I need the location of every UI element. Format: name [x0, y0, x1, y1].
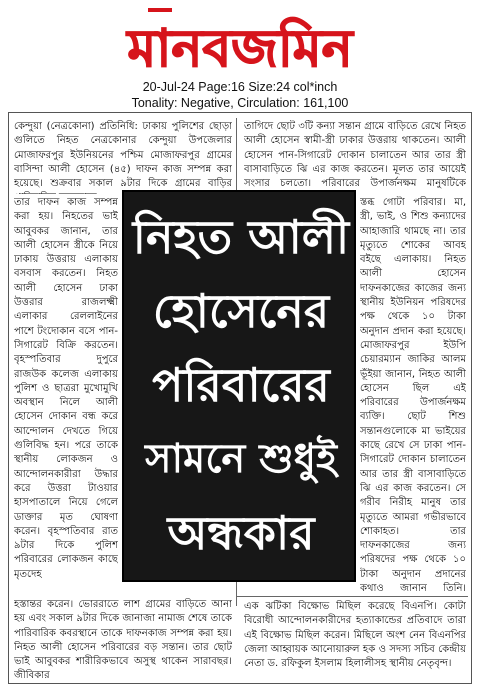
- newspaper-logo: [0, 0, 480, 78]
- column-rule: [236, 596, 468, 597]
- article-left-bottom: হস্তান্তর করেন। ভোররাতে লাশ গ্রামের বাড়িতে আনা হয় এবং সকাল ৯টার দিকে জানাজা নামাজ শেষে তাকে পারিবারিক কবরস্থানে তাকে দাফনকাজ সম্পন্ন করা হয়। নিহত আলী হোসেন পরিবারের বড় সন্তান। তার ছোট ভাই আবুবকর শারীরিকভাবে অসুস্থ থাকেন সারাবছর। জীবিকার: [14, 599, 232, 682]
- clip-meta-date-size: 20-Jul-24 Page:16 Size:24 col*inch: [142, 80, 338, 94]
- article-left-column: তার দাফন কাজ সম্পন্ন করা হয়। নিহতের ভাই আবুবকর জানান, তার আলী হোসেন স্ত্রীকে নিয়ে ঢাকায় উত্তরায় এলাকায় বসবাস করতেন। নিহত আলী হোসেন ঢাকা উত্তরার রাজলক্ষ্মী এলাকার রেললাইনের পাশে টংদোকান বসে পান-সিগারেট বিক্রি করতেন। বৃহস্পতিবার দুপুরে রাজউক কলেজ এলাকায় পুলিশ ও ছাত্ররা মুখোমুখি অবস্থান নিলে আলী হোসেন দোকান বন্ধ করে আন্দোলন দেখতে গিয়ে গুলিবিদ্ধ হন। পরে তাকে স্থানীয় লোকজন ও আন্দোলনকারীরা উদ্ধার করে উত্তরা টাওয়ার হাসপাতালে নিয়ে গেলে ডাক্তার মৃত ঘোষণা করেন। বৃহস্পতিবার রাত ৯টার দিকে পুলিশ পরিবারের লোকজন কাছে মৃতদেহ: [14, 197, 118, 580]
- headline-line: অন্ধকার: [167, 506, 315, 560]
- article-intro: কেন্দুয়া (নেত্রকোনা) প্রতিনিধি: ঢাকায় পুলিশের ছোড়া গুলিতে নিহত নেত্রকোনার কেন্দুয়া উপজেলার মোজাফরপুর ইউনিয়নের পশ্চিম মোজাফরপুর গ্রামের বাসিন্দা আলী হোসেন (৪৫) দাফন কাজ সম্পন্ন করা হয়েছে। শুক্রবার সকাল ৯টার দিকে গ্রামের বাড়ির: [14, 121, 232, 190]
- article-right-column: স্তব্ধ গোটা পরিবার। মা, স্ত্রী, ভাই, ও শিশু কন্যাদের আহাজারি থামছে না। তার মৃত্যুতে শোকের আবহ বইছে এলাকায়। নিহত আলী হোসেন দাফনকাজের কাজের জন্য স্থানীয় ইউনিয়ন পরিষদের পক্ষ থেকে ১০ টাকা অনুদান প্রদান করা হয়েছে। মোজাফরপুর ইউপি চেয়ারম্যান জাকির আলম ভূঁইয়া জানান, নিহত আলী হোসেন ছিল এই পরিবারের উপার্জনক্ষম ব্যক্তি। ছোট শিশু সন্তানগুলোকে মা ভাইয়ের কাছে রেখে সে ঢাকা পান-সিগারেট দোকান চালাতেন আর তার স্ত্রী বাসাবাড়িতে ঝি এর কাজ করতেন। সে গরীব নিরীহ মানুষ তার মৃত্যুতে আমরা গভীরভাবে শোকাহত। তার দাফনকাজের জন্য পরিষদের পক্ষ থেকে ১০ টাকা অনুদান প্রদানের কথাও জানান তিনি।: [360, 197, 466, 594]
- article-right-bottom: এক ঝটিকা বিক্ষোভ মিছিল করেছে বিএনপি। কোটা বিরোধী আন্দোলনকারীদের হত্যাকান্ডের প্রতিবাদে তারা এই বিক্ষোভ মিছিল করেন। মিছিলে অংশ নেন বিএনপির জেলা আহ্বায়ক আনোয়ারুল হক ও সদস্য সচিব কেন্দ্রীয় নেতা ড. রফিকুল ইসলাম হিলালীসহ স্থানীয় নেতৃবৃন্দ।: [244, 601, 466, 670]
- headline-line: হোসেনের: [152, 284, 330, 338]
- article-right-top: তাগিদে ছোট ৩টি কন্যা সন্তান গ্রামে বাড়িতে রেখে নিহত আলী হোসেন স্বামী-স্ত্রী ঢাকার উত্তরায় থাকতেন। আলী হোসেন পান-সিগারেট দোকান চালাতেন আর তার স্ত্রী বাসাবাড়িতে ঝি এর কাজ করতেন। মূলত তার আয়েই সংসার চলতো। পরিবারের উপার্জনক্ষম মানুষটিকে: [244, 121, 466, 190]
- clip-meta-tonality-circulation: Tonality: Negative, Circulation: 161,100: [131, 96, 349, 110]
- headline-box: [122, 190, 356, 582]
- headline-line: নিহত আলী: [132, 210, 350, 264]
- masthead-title: মানবজমিন: [127, 19, 353, 78]
- headline-line: সামনে শুধুই: [145, 436, 337, 482]
- headline-line: পরিবারের: [152, 358, 330, 412]
